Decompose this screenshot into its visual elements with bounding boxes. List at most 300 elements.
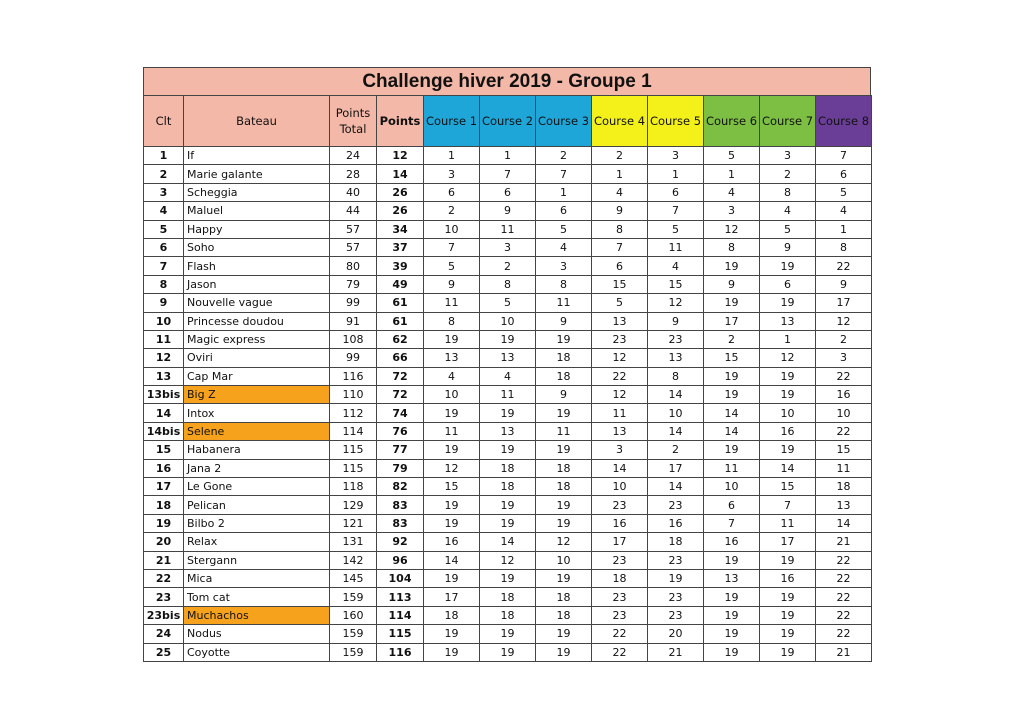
points-cell: 26 — [377, 202, 424, 220]
points-total-cell: 80 — [330, 257, 377, 275]
course-7-cell: 13 — [760, 312, 816, 330]
course-8-cell: 21 — [816, 533, 872, 551]
points-cell: 74 — [377, 404, 424, 422]
boat-name-cell: Stergann — [184, 551, 330, 569]
header-course-2: Course 2 — [480, 96, 536, 147]
course-3-cell: 4 — [536, 238, 592, 256]
course-6-cell: 7 — [704, 514, 760, 532]
table-row — [144, 386, 872, 404]
course-2-cell: 1 — [480, 147, 536, 165]
course-1-cell: 13 — [424, 349, 480, 367]
points-total-cell: 115 — [330, 441, 377, 459]
course-3-cell: 19 — [536, 625, 592, 643]
rank-cell: 17 — [144, 478, 184, 496]
course-2-cell: 19 — [480, 643, 536, 661]
course-7-cell: 16 — [760, 569, 816, 587]
course-7-cell: 12 — [760, 349, 816, 367]
header-points: Points — [377, 96, 424, 147]
rank-cell: 2 — [144, 165, 184, 183]
boat-name-cell: Happy — [184, 220, 330, 238]
points-total-cell: 108 — [330, 330, 377, 348]
course-6-cell: 1 — [704, 165, 760, 183]
course-2-cell: 9 — [480, 202, 536, 220]
course-8-cell: 22 — [816, 569, 872, 587]
rank-cell: 19 — [144, 514, 184, 532]
table-row — [144, 551, 872, 569]
course-2-cell: 18 — [480, 478, 536, 496]
table-row — [144, 496, 872, 514]
rank-cell: 5 — [144, 220, 184, 238]
rank-cell: 4 — [144, 202, 184, 220]
points-total-cell: 118 — [330, 478, 377, 496]
points-total-cell: 79 — [330, 275, 377, 293]
points-cell: 83 — [377, 514, 424, 532]
course-4-cell: 23 — [592, 551, 648, 569]
points-cell: 12 — [377, 147, 424, 165]
course-5-cell: 13 — [648, 349, 704, 367]
points-cell: 37 — [377, 238, 424, 256]
course-7-cell: 19 — [760, 551, 816, 569]
table-row — [144, 533, 872, 551]
table-row — [144, 183, 872, 201]
course-3-cell: 9 — [536, 312, 592, 330]
course-2-cell: 2 — [480, 257, 536, 275]
course-3-cell: 19 — [536, 643, 592, 661]
table-row — [144, 147, 872, 165]
points-cell: 116 — [377, 643, 424, 661]
course-4-cell: 10 — [592, 478, 648, 496]
rank-cell: 3 — [144, 183, 184, 201]
course-6-cell: 19 — [704, 606, 760, 624]
header-boat: Bateau — [184, 96, 330, 147]
course-2-cell: 19 — [480, 330, 536, 348]
table-row — [144, 404, 872, 422]
course-8-cell: 14 — [816, 514, 872, 532]
course-2-cell: 19 — [480, 441, 536, 459]
course-6-cell: 19 — [704, 386, 760, 404]
table-row — [144, 606, 872, 624]
course-1-cell: 18 — [424, 606, 480, 624]
course-4-cell: 4 — [592, 183, 648, 201]
course-3-cell: 11 — [536, 422, 592, 440]
rank-cell: 14 — [144, 404, 184, 422]
boat-name-cell: Marie galante — [184, 165, 330, 183]
course-4-cell: 2 — [592, 147, 648, 165]
course-4-cell: 22 — [592, 625, 648, 643]
points-total-cell: 114 — [330, 422, 377, 440]
course-6-cell: 9 — [704, 275, 760, 293]
rank-cell: 8 — [144, 275, 184, 293]
course-6-cell: 12 — [704, 220, 760, 238]
points-cell: 72 — [377, 386, 424, 404]
course-8-cell: 22 — [816, 367, 872, 385]
points-total-cell: 99 — [330, 294, 377, 312]
boat-name-cell: Habanera — [184, 441, 330, 459]
course-8-cell: 22 — [816, 551, 872, 569]
points-cell: 77 — [377, 441, 424, 459]
course-3-cell: 19 — [536, 514, 592, 532]
boat-name-cell: Scheggia — [184, 183, 330, 201]
course-6-cell: 14 — [704, 422, 760, 440]
course-3-cell: 18 — [536, 367, 592, 385]
course-1-cell: 6 — [424, 183, 480, 201]
rank-cell: 11 — [144, 330, 184, 348]
course-1-cell: 11 — [424, 294, 480, 312]
points-total-cell: 159 — [330, 643, 377, 661]
points-total-cell: 115 — [330, 459, 377, 477]
course-7-cell: 6 — [760, 275, 816, 293]
course-7-cell: 1 — [760, 330, 816, 348]
course-3-cell: 18 — [536, 606, 592, 624]
table-row — [144, 643, 872, 661]
table-row — [144, 202, 872, 220]
course-1-cell: 7 — [424, 238, 480, 256]
boat-name-cell: Big Z — [184, 386, 330, 404]
course-3-cell: 5 — [536, 220, 592, 238]
points-total-cell: 129 — [330, 496, 377, 514]
course-2-cell: 11 — [480, 386, 536, 404]
course-8-cell: 22 — [816, 422, 872, 440]
course-1-cell: 3 — [424, 165, 480, 183]
course-5-cell: 10 — [648, 404, 704, 422]
course-4-cell: 14 — [592, 459, 648, 477]
course-7-cell: 8 — [760, 183, 816, 201]
points-cell: 79 — [377, 459, 424, 477]
course-6-cell: 13 — [704, 569, 760, 587]
course-6-cell: 19 — [704, 625, 760, 643]
course-6-cell: 2 — [704, 330, 760, 348]
results-sheet — [143, 67, 871, 662]
course-7-cell: 11 — [760, 514, 816, 532]
course-5-cell: 9 — [648, 312, 704, 330]
points-cell: 61 — [377, 312, 424, 330]
course-1-cell: 12 — [424, 459, 480, 477]
points-cell: 26 — [377, 183, 424, 201]
course-8-cell: 7 — [816, 147, 872, 165]
course-1-cell: 19 — [424, 569, 480, 587]
points-total-cell: 57 — [330, 220, 377, 238]
course-7-cell: 16 — [760, 422, 816, 440]
course-1-cell: 16 — [424, 533, 480, 551]
course-5-cell: 23 — [648, 496, 704, 514]
course-3-cell: 19 — [536, 569, 592, 587]
points-total-cell: 91 — [330, 312, 377, 330]
course-7-cell: 4 — [760, 202, 816, 220]
table-row — [144, 330, 872, 348]
table-row — [144, 569, 872, 587]
course-4-cell: 9 — [592, 202, 648, 220]
course-4-cell: 23 — [592, 606, 648, 624]
table-row — [144, 367, 872, 385]
points-total-cell: 131 — [330, 533, 377, 551]
boat-name-cell: Mica — [184, 569, 330, 587]
course-8-cell: 16 — [816, 386, 872, 404]
course-7-cell: 9 — [760, 238, 816, 256]
course-5-cell: 23 — [648, 330, 704, 348]
course-4-cell: 8 — [592, 220, 648, 238]
course-4-cell: 7 — [592, 238, 648, 256]
course-7-cell: 7 — [760, 496, 816, 514]
header-course-3: Course 3 — [536, 96, 592, 147]
boat-name-cell: Jason — [184, 275, 330, 293]
course-4-cell: 5 — [592, 294, 648, 312]
boat-name-cell: Bilbo 2 — [184, 514, 330, 532]
course-2-cell: 18 — [480, 588, 536, 606]
course-1-cell: 14 — [424, 551, 480, 569]
course-8-cell: 6 — [816, 165, 872, 183]
course-4-cell: 23 — [592, 330, 648, 348]
boat-name-cell: Princesse doudou — [184, 312, 330, 330]
course-1-cell: 10 — [424, 386, 480, 404]
table-row — [144, 625, 872, 643]
points-total-cell: 116 — [330, 367, 377, 385]
course-3-cell: 18 — [536, 478, 592, 496]
course-4-cell: 23 — [592, 588, 648, 606]
course-2-cell: 18 — [480, 459, 536, 477]
course-7-cell: 5 — [760, 220, 816, 238]
course-3-cell: 19 — [536, 330, 592, 348]
boat-name-cell: Selene — [184, 422, 330, 440]
course-4-cell: 6 — [592, 257, 648, 275]
rank-cell: 24 — [144, 625, 184, 643]
rank-cell: 13 — [144, 367, 184, 385]
course-5-cell: 14 — [648, 422, 704, 440]
course-3-cell: 19 — [536, 441, 592, 459]
points-cell: 49 — [377, 275, 424, 293]
course-5-cell: 4 — [648, 257, 704, 275]
boat-name-cell: Pelican — [184, 496, 330, 514]
points-cell: 83 — [377, 496, 424, 514]
header-course-5: Course 5 — [648, 96, 704, 147]
course-5-cell: 16 — [648, 514, 704, 532]
points-cell: 14 — [377, 165, 424, 183]
course-7-cell: 2 — [760, 165, 816, 183]
boat-name-cell: Muchachos — [184, 606, 330, 624]
course-5-cell: 15 — [648, 275, 704, 293]
course-8-cell: 2 — [816, 330, 872, 348]
rank-cell: 14bis — [144, 422, 184, 440]
results-table — [143, 95, 872, 662]
course-1-cell: 19 — [424, 625, 480, 643]
course-7-cell: 15 — [760, 478, 816, 496]
course-2-cell: 6 — [480, 183, 536, 201]
course-3-cell: 11 — [536, 294, 592, 312]
table-row — [144, 312, 872, 330]
course-5-cell: 3 — [648, 147, 704, 165]
course-6-cell: 14 — [704, 404, 760, 422]
course-4-cell: 15 — [592, 275, 648, 293]
points-total-cell: 28 — [330, 165, 377, 183]
course-2-cell: 19 — [480, 404, 536, 422]
boat-name-cell: Tom cat — [184, 588, 330, 606]
course-1-cell: 19 — [424, 441, 480, 459]
course-2-cell: 18 — [480, 606, 536, 624]
points-cell: 62 — [377, 330, 424, 348]
course-1-cell: 19 — [424, 643, 480, 661]
course-3-cell: 18 — [536, 349, 592, 367]
course-8-cell: 8 — [816, 238, 872, 256]
header-course-4: Course 4 — [592, 96, 648, 147]
points-cell: 92 — [377, 533, 424, 551]
course-2-cell: 13 — [480, 422, 536, 440]
boat-name-cell: Coyotte — [184, 643, 330, 661]
points-total-cell: 159 — [330, 588, 377, 606]
course-5-cell: 23 — [648, 606, 704, 624]
rank-cell: 23bis — [144, 606, 184, 624]
course-1-cell: 8 — [424, 312, 480, 330]
boat-name-cell: Nodus — [184, 625, 330, 643]
course-4-cell: 1 — [592, 165, 648, 183]
course-5-cell: 8 — [648, 367, 704, 385]
course-5-cell: 12 — [648, 294, 704, 312]
boat-name-cell: Magic express — [184, 330, 330, 348]
course-7-cell: 19 — [760, 606, 816, 624]
course-3-cell: 19 — [536, 496, 592, 514]
course-7-cell: 19 — [760, 441, 816, 459]
course-8-cell: 5 — [816, 183, 872, 201]
course-8-cell: 10 — [816, 404, 872, 422]
course-5-cell: 21 — [648, 643, 704, 661]
header-rank: Clt — [144, 96, 184, 147]
course-5-cell: 6 — [648, 183, 704, 201]
course-8-cell: 15 — [816, 441, 872, 459]
points-cell: 115 — [377, 625, 424, 643]
course-4-cell: 12 — [592, 349, 648, 367]
table-row — [144, 422, 872, 440]
course-4-cell: 13 — [592, 312, 648, 330]
course-4-cell: 23 — [592, 496, 648, 514]
course-5-cell: 11 — [648, 238, 704, 256]
course-2-cell: 19 — [480, 569, 536, 587]
course-7-cell: 19 — [760, 367, 816, 385]
course-2-cell: 8 — [480, 275, 536, 293]
course-5-cell: 7 — [648, 202, 704, 220]
points-total-cell: 159 — [330, 625, 377, 643]
points-cell: 76 — [377, 422, 424, 440]
course-2-cell: 19 — [480, 514, 536, 532]
table-row — [144, 478, 872, 496]
table-row — [144, 349, 872, 367]
course-1-cell: 2 — [424, 202, 480, 220]
course-8-cell: 21 — [816, 643, 872, 661]
points-cell: 34 — [377, 220, 424, 238]
points-cell: 61 — [377, 294, 424, 312]
course-8-cell: 4 — [816, 202, 872, 220]
table-row — [144, 165, 872, 183]
course-8-cell: 22 — [816, 606, 872, 624]
course-3-cell: 12 — [536, 533, 592, 551]
rank-cell: 20 — [144, 533, 184, 551]
course-2-cell: 14 — [480, 533, 536, 551]
course-7-cell: 19 — [760, 386, 816, 404]
course-3-cell: 18 — [536, 588, 592, 606]
points-total-cell: 24 — [330, 147, 377, 165]
points-cell: 113 — [377, 588, 424, 606]
points-cell: 39 — [377, 257, 424, 275]
table-row — [144, 459, 872, 477]
table-row — [144, 220, 872, 238]
points-cell: 114 — [377, 606, 424, 624]
course-8-cell: 12 — [816, 312, 872, 330]
course-2-cell: 5 — [480, 294, 536, 312]
course-1-cell: 19 — [424, 330, 480, 348]
course-8-cell: 3 — [816, 349, 872, 367]
rank-cell: 12 — [144, 349, 184, 367]
course-5-cell: 1 — [648, 165, 704, 183]
boat-name-cell: Le Gone — [184, 478, 330, 496]
course-3-cell: 1 — [536, 183, 592, 201]
table-row — [144, 275, 872, 293]
course-2-cell: 4 — [480, 367, 536, 385]
course-1-cell: 4 — [424, 367, 480, 385]
table-row — [144, 238, 872, 256]
header-row — [144, 96, 872, 147]
course-5-cell: 14 — [648, 478, 704, 496]
course-2-cell: 13 — [480, 349, 536, 367]
course-2-cell: 19 — [480, 625, 536, 643]
course-3-cell: 3 — [536, 257, 592, 275]
rank-cell: 21 — [144, 551, 184, 569]
points-total-cell: 142 — [330, 551, 377, 569]
points-total-cell: 57 — [330, 238, 377, 256]
sheet-title: Challenge hiver 2019 - Groupe 1 — [143, 67, 871, 95]
course-4-cell: 16 — [592, 514, 648, 532]
course-6-cell: 5 — [704, 147, 760, 165]
course-6-cell: 19 — [704, 551, 760, 569]
rank-cell: 7 — [144, 257, 184, 275]
boat-name-cell: Relax — [184, 533, 330, 551]
points-total-cell: 110 — [330, 386, 377, 404]
table-row — [144, 441, 872, 459]
course-6-cell: 19 — [704, 588, 760, 606]
points-total-cell: 112 — [330, 404, 377, 422]
rank-cell: 6 — [144, 238, 184, 256]
table-row — [144, 257, 872, 275]
rank-cell: 25 — [144, 643, 184, 661]
course-5-cell: 5 — [648, 220, 704, 238]
boat-name-cell: If — [184, 147, 330, 165]
points-cell: 72 — [377, 367, 424, 385]
course-3-cell: 7 — [536, 165, 592, 183]
course-4-cell: 3 — [592, 441, 648, 459]
boat-name-cell: Nouvelle vague — [184, 294, 330, 312]
rank-cell: 10 — [144, 312, 184, 330]
rank-cell: 13bis — [144, 386, 184, 404]
course-8-cell: 9 — [816, 275, 872, 293]
rank-cell: 9 — [144, 294, 184, 312]
course-3-cell: 8 — [536, 275, 592, 293]
course-3-cell: 10 — [536, 551, 592, 569]
course-6-cell: 19 — [704, 441, 760, 459]
course-6-cell: 19 — [704, 367, 760, 385]
course-5-cell: 23 — [648, 551, 704, 569]
course-6-cell: 6 — [704, 496, 760, 514]
course-6-cell: 15 — [704, 349, 760, 367]
course-4-cell: 22 — [592, 643, 648, 661]
rank-cell: 18 — [144, 496, 184, 514]
boat-name-cell: Intox — [184, 404, 330, 422]
course-1-cell: 11 — [424, 422, 480, 440]
course-5-cell: 20 — [648, 625, 704, 643]
rank-cell: 22 — [144, 569, 184, 587]
points-total-cell: 40 — [330, 183, 377, 201]
course-7-cell: 19 — [760, 257, 816, 275]
course-8-cell: 13 — [816, 496, 872, 514]
course-5-cell: 17 — [648, 459, 704, 477]
course-8-cell: 22 — [816, 588, 872, 606]
course-5-cell: 14 — [648, 386, 704, 404]
course-1-cell: 9 — [424, 275, 480, 293]
